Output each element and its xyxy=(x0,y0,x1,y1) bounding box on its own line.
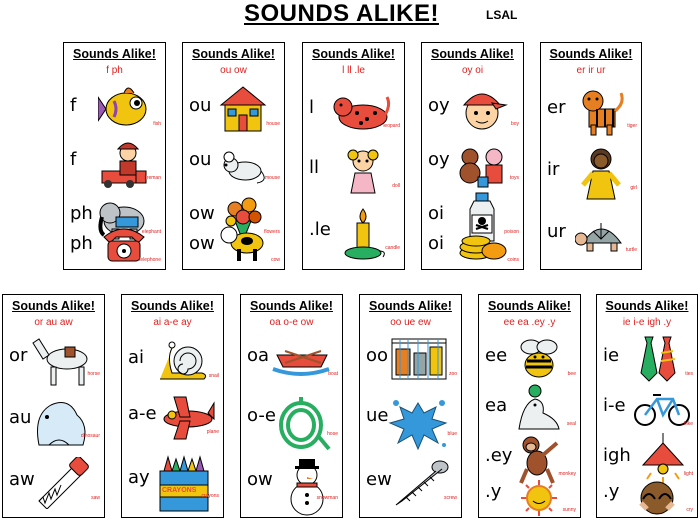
bike-icon xyxy=(633,383,691,435)
list-item xyxy=(541,145,641,205)
word-label: ties xyxy=(685,371,693,377)
list-item xyxy=(3,455,104,515)
card-ie-ie-igh-y xyxy=(596,294,698,518)
sound-label: aw xyxy=(9,469,35,490)
word-label: zoo xyxy=(448,371,457,377)
word-label: hose xyxy=(327,431,338,437)
sound-label: i-e xyxy=(603,395,626,416)
sound-label: f xyxy=(70,95,77,116)
card-sounds: oo ue ew xyxy=(390,317,431,328)
card-er-ir-ur xyxy=(540,42,642,270)
list-item xyxy=(183,233,284,271)
sound-label: ou xyxy=(189,149,212,170)
card-oo-ue-ew xyxy=(359,294,462,518)
list-item xyxy=(64,233,165,271)
doll-icon xyxy=(337,145,389,197)
list-item xyxy=(122,453,223,513)
list-item xyxy=(303,83,404,143)
monkey-icon xyxy=(513,433,565,485)
card-title: Sounds Alike! xyxy=(192,47,275,61)
sound-label: oy xyxy=(428,95,450,116)
list-item xyxy=(303,143,404,203)
word-label: bee xyxy=(567,371,576,377)
word-label: mouse xyxy=(264,175,280,181)
card-sounds: ou ow xyxy=(220,65,247,76)
sound-label: ai xyxy=(128,347,145,368)
hose-icon xyxy=(275,393,333,453)
sound-label: o-e xyxy=(247,405,276,426)
sound-label: ow xyxy=(189,203,215,224)
fish-icon xyxy=(98,83,150,135)
word-label: toys xyxy=(509,175,519,181)
cow-icon xyxy=(217,221,269,273)
word-label: telephone xyxy=(139,257,161,263)
sound-label: ie xyxy=(603,345,620,366)
boy-icon xyxy=(456,83,508,135)
sound-label: oi xyxy=(428,233,445,254)
product-code: LSAL xyxy=(486,8,518,22)
word-label: boy xyxy=(510,121,519,127)
list-item xyxy=(64,81,165,141)
sound-label: .ey xyxy=(485,445,513,466)
card-ou-ow xyxy=(182,42,285,270)
word-label: boat xyxy=(328,371,338,377)
word-label: light xyxy=(683,471,693,477)
list-item xyxy=(241,455,342,515)
sound-label: .y xyxy=(603,481,620,502)
card-title: Sounds Alike! xyxy=(488,299,571,313)
coins-icon xyxy=(456,225,508,277)
word-label: girl xyxy=(630,185,637,191)
word-label: saw xyxy=(91,495,100,501)
sound-label: er xyxy=(547,97,566,118)
word-label: leopard xyxy=(383,123,400,129)
word-label: house xyxy=(266,121,280,127)
card-sounds: ai a-e ay xyxy=(153,317,192,328)
list-item xyxy=(241,331,342,391)
ties-icon xyxy=(631,333,683,385)
seal-icon xyxy=(513,383,565,435)
candle-icon xyxy=(337,207,389,259)
word-label: tiger xyxy=(627,123,637,129)
card-oa-oe-ow xyxy=(240,294,343,518)
list-item xyxy=(360,331,461,391)
sound-label: .y xyxy=(485,481,502,502)
word-label: monkey xyxy=(558,471,576,477)
card-sounds: or au aw xyxy=(34,317,73,328)
card-sounds: l ll .le xyxy=(342,65,365,76)
card-title: Sounds Alike! xyxy=(312,47,395,61)
horse-icon xyxy=(29,333,93,385)
card-ee-ea-ey-y xyxy=(478,294,581,518)
word-label: fireman xyxy=(144,175,161,181)
card-title: Sounds Alike! xyxy=(369,299,452,313)
word-label: poison xyxy=(504,229,519,235)
card-title: Sounds Alike! xyxy=(431,47,514,61)
sound-label: ue xyxy=(366,405,389,426)
sound-label: ph xyxy=(70,203,93,224)
snowman-icon xyxy=(281,457,333,509)
sun-icon xyxy=(513,479,565,517)
list-item xyxy=(183,135,284,195)
card-sounds: er ir ur xyxy=(576,65,606,76)
turtle-icon xyxy=(575,209,627,261)
word-label: cow xyxy=(271,257,280,263)
card-title: Sounds Alike! xyxy=(73,47,156,61)
toys-icon xyxy=(456,137,508,189)
card-sounds: ee ea .ey .y xyxy=(503,317,556,328)
list-item xyxy=(3,331,104,391)
word-label: crayons xyxy=(201,493,219,499)
plane-icon xyxy=(158,391,216,443)
sound-label: .le xyxy=(309,219,331,240)
fireman-icon xyxy=(98,137,150,189)
word-label: doll xyxy=(392,183,400,189)
word-label: seal xyxy=(566,421,576,427)
word-label: screw xyxy=(443,495,457,501)
card-title: Sounds Alike! xyxy=(131,299,214,313)
sound-label: ph xyxy=(70,233,93,254)
sound-label: oi xyxy=(428,203,445,224)
list-item xyxy=(422,233,523,271)
sound-label: ll xyxy=(309,157,320,178)
word-label: plane xyxy=(206,429,219,435)
list-item xyxy=(122,389,223,449)
lamp-icon xyxy=(637,433,689,485)
list-item xyxy=(241,391,342,451)
mouse-icon xyxy=(217,137,269,189)
sound-label: ou xyxy=(189,95,212,116)
sound-label: l xyxy=(309,97,315,118)
word-label: snowman xyxy=(316,495,338,501)
list-item xyxy=(64,135,165,195)
zoo-icon xyxy=(388,333,450,385)
list-item xyxy=(479,479,580,519)
word-label: fish xyxy=(153,121,161,127)
word-label: bike xyxy=(683,421,693,427)
word-label: candle xyxy=(385,245,400,251)
word-label: blue xyxy=(447,431,457,437)
card-or-au-aw xyxy=(2,294,105,518)
list-item xyxy=(183,81,284,141)
sound-label: ur xyxy=(547,221,566,242)
card-sounds: f ph xyxy=(106,65,123,76)
list-item xyxy=(422,135,523,195)
word-label: snail xyxy=(208,373,219,379)
sound-label: igh xyxy=(603,445,631,466)
sound-label: ay xyxy=(128,467,150,488)
bee-icon xyxy=(513,333,565,385)
telephone-icon xyxy=(98,221,150,273)
splash-icon xyxy=(388,393,450,453)
word-label: flowers xyxy=(264,229,280,235)
card-title: Sounds Alike! xyxy=(250,299,333,313)
crayon-box-label: CRAYONS xyxy=(162,487,197,494)
card-title: Sounds Alike! xyxy=(12,299,95,313)
word-label: cry xyxy=(686,507,693,513)
sound-label: f xyxy=(70,149,77,170)
card-l-ll-le xyxy=(302,42,405,270)
sound-label: oo xyxy=(366,345,389,366)
list-item xyxy=(122,333,223,393)
crayons-icon xyxy=(156,455,212,515)
word-label: elephant xyxy=(141,229,161,235)
sound-label: oa xyxy=(247,345,270,366)
boat-icon xyxy=(271,333,333,385)
card-title: Sounds Alike! xyxy=(549,47,633,61)
girl-icon xyxy=(575,147,627,199)
card-ai-ae-ay xyxy=(121,294,224,518)
sound-label: au xyxy=(9,407,32,428)
screw-icon xyxy=(390,457,452,509)
list-item xyxy=(422,81,523,141)
sound-label: ew xyxy=(366,469,392,490)
sound-label: ir xyxy=(547,159,560,180)
sound-label: ow xyxy=(247,469,273,490)
sound-label: ee xyxy=(485,345,508,366)
card-sounds: oa o-e ow xyxy=(269,317,314,328)
page-title: SOUNDS ALIKE! xyxy=(244,0,439,27)
list-item xyxy=(303,205,404,265)
word-label: horse xyxy=(87,371,100,377)
list-item xyxy=(360,455,461,515)
card-sounds: oy oi xyxy=(461,65,484,76)
sound-label: ow xyxy=(189,233,215,254)
word-label: sunny xyxy=(562,507,576,513)
dinosaur-icon xyxy=(29,395,93,455)
sound-label: oy xyxy=(428,149,450,170)
card-oy-oi xyxy=(421,42,524,270)
sound-label: or xyxy=(9,345,28,366)
card-title: Sounds Alike! xyxy=(605,299,689,313)
word-label: dinosaur xyxy=(80,433,100,439)
list-item xyxy=(3,393,104,453)
leopard-icon xyxy=(329,85,391,137)
word-label: coins xyxy=(507,257,519,263)
tiger-icon xyxy=(575,85,627,137)
card-f-ph xyxy=(63,42,166,270)
list-item xyxy=(360,391,461,451)
house-icon xyxy=(217,83,269,135)
list-item xyxy=(597,479,697,519)
sound-label: ea xyxy=(485,395,508,416)
crying-icon xyxy=(631,479,683,517)
saw-icon xyxy=(33,457,93,509)
list-item xyxy=(541,207,641,267)
sound-label: a-e xyxy=(128,403,157,424)
list-item xyxy=(541,83,641,143)
snail-icon xyxy=(156,335,208,387)
card-sounds: ie i-e igh .y xyxy=(622,317,672,328)
word-label: turtle xyxy=(625,247,637,253)
